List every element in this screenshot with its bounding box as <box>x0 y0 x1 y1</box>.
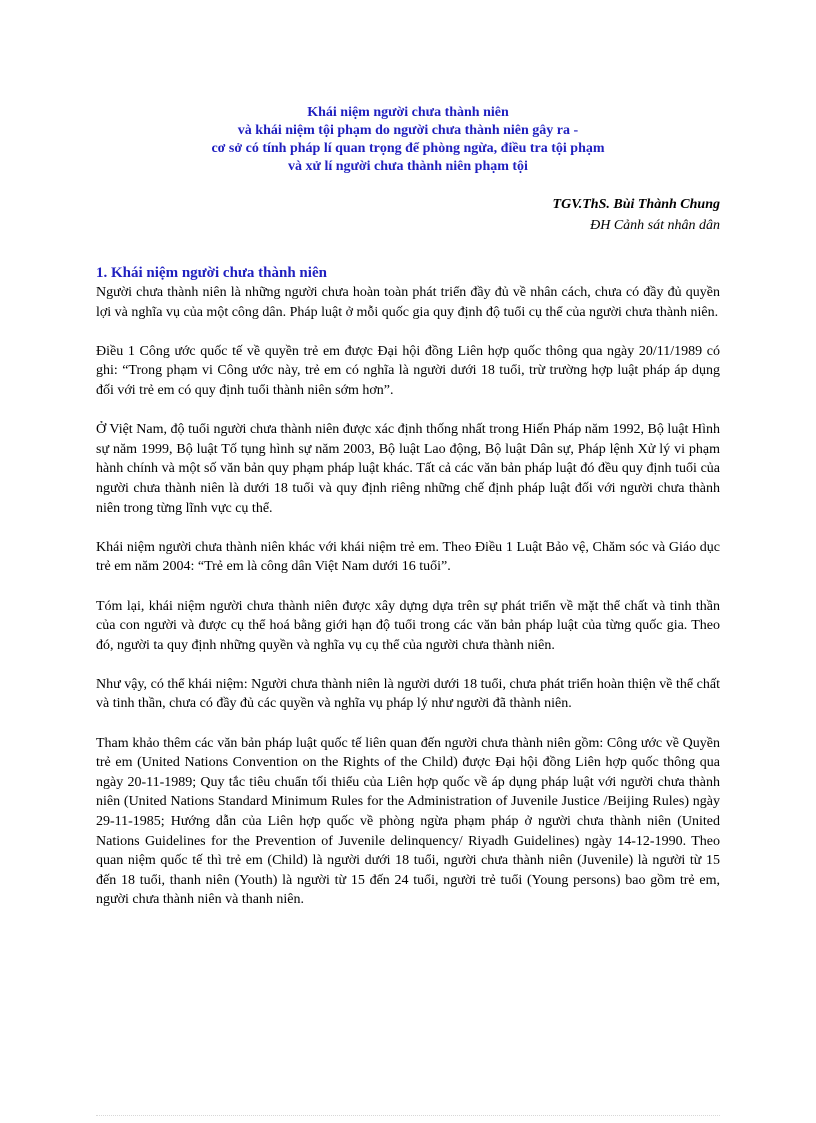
section-heading: 1. Khái niệm người chưa thành niên <box>96 265 327 281</box>
document-page <box>96 104 720 930</box>
paragraph-1: Người chưa thành niên là những người chưa hoàn toàn phát triển đầy đủ về nhân cách, chưa có đầy đủ quyền lợi và nghĩa vụ của một công dân. Pháp luật ở mỗi quốc gia quy định độ tuổi cụ thể của người chưa thành niên. <box>96 285 720 320</box>
paragraph-7: Tham khảo thêm các văn bản pháp luật quốc tế liên quan đến người chưa thành niên gồm: Công ước về Quyền trẻ em (United Nations Convention on the Rights of the Child) được Đại hội đồng Liên hợp quốc thông qua ngày 20-11-1989; Quy tắc tiêu chuẩn tối thiểu của Liên hợp quốc về áp dụng pháp luật với người chưa thành niên (United Nations Standard Minimum Rules for the Administration of Juvenile Justice /Beijing Rules) ngày 29-11-1985; Hướng dẫn của Liên hợp quốc về phòng ngừa phạm pháp ở người chưa thành niên (United Nations Guidelines for the Prevention of Juvenile delinquency/ Riyadh Guidelines) ngày 14-12-1990. Theo quan niệm quốc tế thì trẻ em (Child) là người dưới 18 tuổi, người chưa thành niên (Juvenile) là người từ 15 đến 18 tuổi, thanh niên (Youth) là người từ 15 đến 24 tuổi, người trẻ tuổi (Young persons) bao gồm trẻ em, người chưa thành niên và thanh niên. <box>96 735 720 908</box>
title-line-4: và xử lí người chưa thành niên phạm tội <box>288 159 528 174</box>
title-line-3: cơ sở có tính pháp lí quan trọng để phòng ngừa, điều tra tội phạm <box>211 141 605 156</box>
author-name: TGV.ThS. Bùi Thành Chung <box>552 197 720 212</box>
paragraph-3: Ở Việt Nam, độ tuổi người chưa thành niên được xác định thống nhất trong Hiến Pháp năm 1992, Bộ luật Hình sự năm 1999, Bộ luật Tố tụng hình sự năm 2003, Bộ luật Lao động, Bộ luật Dân sự, Pháp lệnh Xử lý vi phạm hành chính và một số văn bản quy phạm pháp luật khác. Tất cả các văn bản pháp luật đó đều quy định tuổi của người chưa thành niên là dưới 18 tuổi và quy định riêng những chế định pháp luật đối với người chưa thành niên trong từng lĩnh vực cụ thể. <box>96 422 720 516</box>
author-organization: ĐH Cảnh sát nhân dân <box>590 218 720 233</box>
paragraph-2: Điều 1 Công ước quốc tế về quyền trẻ em được Đại hội đồng Liên hợp quốc thông qua ngày 20/11/1989 có ghi: “Trong phạm vi Công ước này, trẻ em có nghĩa là người dưới 18 tuổi, trừ trường hợp luật pháp áp dụng đối với trẻ em có quy định tuổi thành niên sớm hơn”. <box>96 343 720 398</box>
paragraph-5: Tóm lại, khái niệm người chưa thành niên được xây dựng dựa trên sự phát triển về mặt thể chất và tinh thần của con người và được cụ thể hoá bằng giới hạn độ tuổi trong các văn bản pháp luật của từng quốc gia. Theo đó, người ta quy định những quyền và nghĩa vụ cụ thể của người chưa thành niên. <box>96 598 720 653</box>
page-bottom-divider <box>96 1115 720 1116</box>
title-line-1: Khái niệm người chưa thành niên <box>307 105 509 120</box>
paragraph-4: Khái niệm người chưa thành niên khác với khái niệm trẻ em. Theo Điều 1 Luật Bảo vệ, Chăm sóc và Giáo dục trẻ em năm 2004: “Trẻ em là công dân Việt Nam dưới 16 tuổi”. <box>96 539 720 575</box>
paragraph-6: Như vậy, có thể khái niệm: Người chưa thành niên là người dưới 18 tuổi, chưa phát triển hoàn thiện về thể chất và tinh thần, chưa có đầy đủ các quyền và nghĩa vụ pháp lý như người đã thành niên. <box>96 676 720 712</box>
document-title <box>96 104 720 176</box>
author-block <box>96 194 720 236</box>
title-line-2: và khái niệm tội phạm do người chưa thành niên gây ra - <box>237 123 579 138</box>
